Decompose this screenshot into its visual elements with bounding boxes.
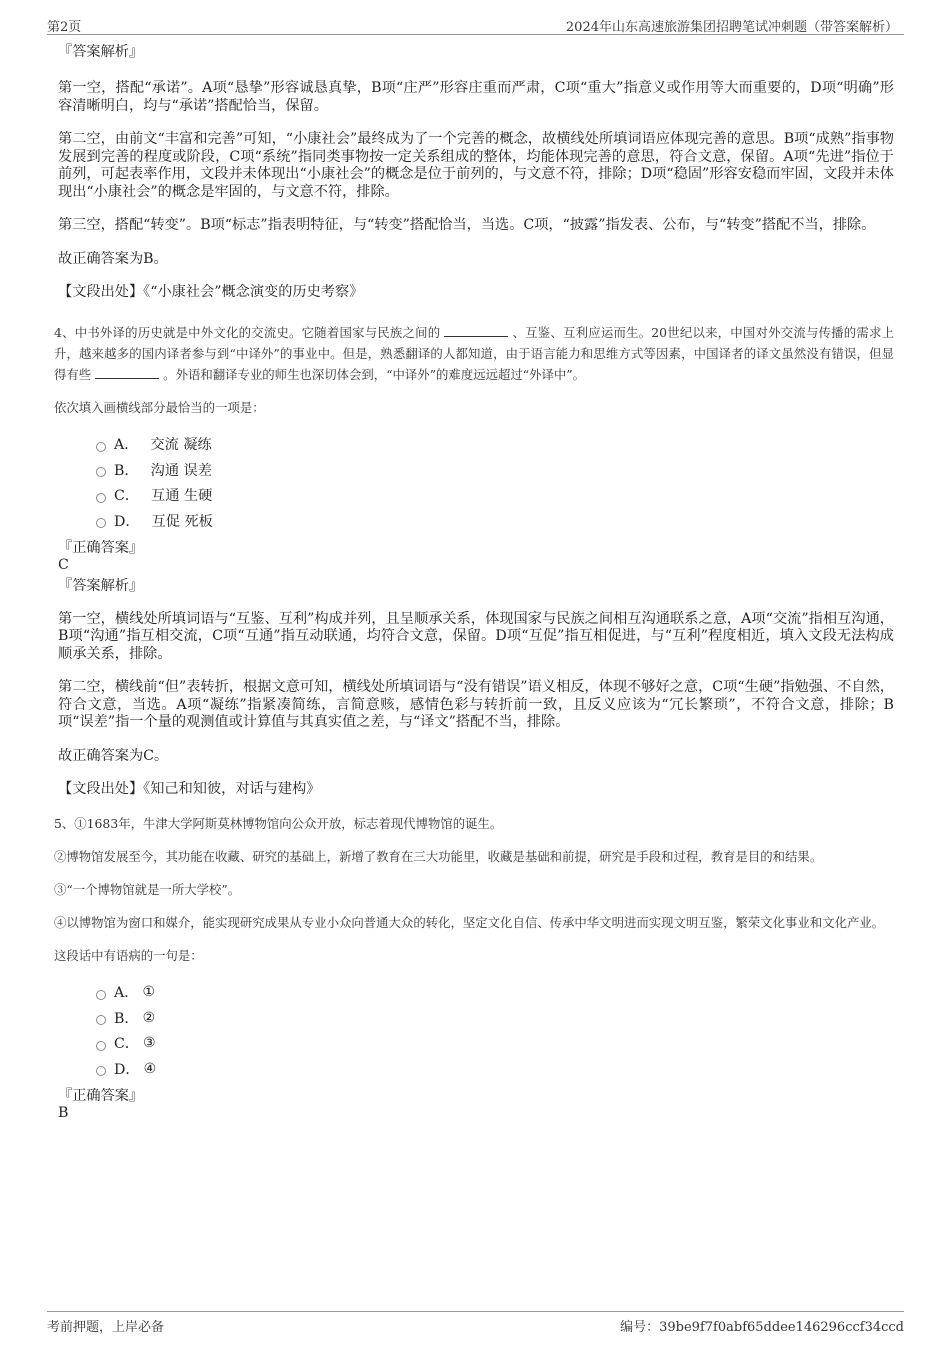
q5-answer-label: 『正确答案』 — [58, 1087, 144, 1104]
q5-option-c[interactable] — [96, 1031, 894, 1057]
page-footer — [47, 1311, 904, 1336]
option-letter: C． — [114, 488, 140, 505]
option-text: ② — [142, 1009, 156, 1026]
q4-analysis-label: 『答案解析』 — [58, 577, 144, 594]
document-title: 2024年山东高速旅游集团招聘笔试冲刺题（带答案解析） — [565, 20, 898, 35]
q4-blank-2 — [95, 366, 159, 379]
q3-analysis-label: 『答案解析』 — [58, 44, 144, 60]
option-letter: B． — [114, 462, 139, 479]
option-text: ③ — [143, 1035, 156, 1052]
q4-option-d[interactable] — [96, 508, 894, 534]
option-text: ④ — [143, 1060, 157, 1077]
document-code: 编号：39be9f7f0abf65ddee146296ccf34ccd — [620, 1320, 904, 1335]
page-content — [54, 44, 894, 1126]
q3-analysis-p3: 第三空，搭配“转变”。B项“标志”指表明特征，与“转变”搭配恰当，当选。C项，“披露”指发表、公布，与“转变”搭配不当，排除。 — [58, 217, 876, 233]
option-letter: C． — [114, 1036, 140, 1053]
q5-sentence-3: ③“一个博物馆就是一所大学校”。 — [54, 881, 241, 897]
q3-conclusion: 故正确答案为B。 — [58, 250, 168, 267]
q5-sentence-1: 5、①1683年，牛津大学阿斯莫林博物馆向公众开放，标志着现代博物馆的诞生。 — [54, 815, 503, 831]
option-text: 互促 死板 — [151, 513, 213, 530]
option-text: ① — [142, 984, 156, 1001]
q4-options — [96, 432, 894, 534]
option-letter: D． — [114, 513, 140, 530]
option-letter: B． — [114, 1010, 139, 1027]
q4-analysis-p1: 第一空，横线处所填词语与“互鉴、互利”构成并列，且呈顺承关系，体现国家与民族之间相互沟通联系之意，A项“交流”指相互沟通，B项“沟通”指互相交流，C项“互通”指互动联通，均符合文意，保留。D项“互促”指互相促进，与“互利”程度相近，填入文段无法构成顺承关系，排除。 — [58, 610, 894, 662]
q4-conclusion: 故正确答案为C。 — [58, 747, 169, 764]
q4-stem — [54, 322, 894, 385]
option-text: 互通 生硬 — [151, 488, 213, 505]
q4-answer-label: 『正确答案』 — [58, 539, 144, 556]
page-number: 第2页 — [47, 20, 82, 35]
q5-sentence-4: ④以博物馆为窗口和媒介，能实现研究成果从专业小众向普通大众的转化，坚定文化自信、传承中华文明进而实现文明互鉴，繁荣文化事业和文化产业。 — [54, 914, 885, 930]
radio-icon[interactable] — [96, 1015, 106, 1025]
q4-option-b[interactable] — [96, 457, 894, 483]
radio-icon[interactable] — [96, 518, 106, 528]
radio-icon[interactable] — [96, 1041, 106, 1051]
q4-source: 【文段出处】《知己和知彼，对话与建构》 — [58, 781, 321, 797]
q4-stem-part2: 、互鉴、互利应运而生。20世纪以来，中国对外交流与传播的需求上升，越来越多的国内译者参与到“中译外”的事业中。但是，熟悉翻译的人都知道，由于语言能力和思维方式等因素，中国译者的译文虽然没有错误，但显得有些 — [54, 324, 894, 382]
option-letter: A． — [114, 437, 139, 454]
q5-option-d[interactable] — [96, 1056, 894, 1082]
q5-options — [96, 980, 894, 1082]
q4-answer: C — [58, 556, 69, 573]
q4-option-c[interactable] — [96, 483, 894, 509]
q4-blank-1 — [444, 324, 508, 337]
radio-icon[interactable] — [96, 990, 106, 1000]
footer-slogan: 考前押题，上岸必备 — [47, 1320, 165, 1335]
radio-icon[interactable] — [96, 442, 106, 452]
radio-icon[interactable] — [96, 493, 106, 503]
q3-analysis-p2: 第二空，由前文“丰富和完善”可知，“小康社会”最终成为了一个完善的概念，故横线处所填词语应体现完善的意思。B项“成熟”指事物发展到完善的程度或阶段，C项“系统”指同类事物按一定关系组成的整体，均能体现完善的意思，符合文意，保留。A项“先进”指位于前列，可起表率作用，文段并未体现出“小康社会”的概念是位于前列的，与文意不符，排除；D项“稳固”形容安稳而牢固，文段并未体现出“小康社会”的概念是牢固的，与文意不符，排除。 — [58, 131, 894, 200]
q5-sentence-2: ②博物馆发展至今，其功能在收藏、研究的基础上，新增了教育在三大功能里，收藏是基础和前提，研究是手段和过程，教育是目的和结果。 — [54, 848, 823, 864]
q4-stem-part1: 4、中书外译的历史就是中外文化的交流史。它随着国家与民族之间的 — [54, 324, 441, 340]
option-text: 沟通 误差 — [150, 462, 212, 479]
q5-prompt: 这段话中有语病的一句是： — [54, 947, 203, 963]
q4-prompt: 依次填入画横线部分最恰当的一项是： — [54, 399, 265, 415]
option-text: 交流 凝练 — [150, 437, 212, 454]
option-letter: D． — [114, 1061, 140, 1078]
q3-source: 【文段出处】《“小康社会”概念演变的历史考察》 — [58, 284, 364, 300]
q3-analysis-p1: 第一空，搭配“承诺”。A项“恳挚”形容诚恳真挚，B项“庄严”形容庄重而严肃，C项“重大”指意义或作用等大而重要的，D项“明确”形容清晰明白，均与“承诺”搭配恰当，保留。 — [58, 80, 894, 114]
radio-icon[interactable] — [96, 467, 106, 477]
q5-option-a[interactable] — [96, 980, 894, 1006]
q5-option-b[interactable] — [96, 1005, 894, 1031]
q4-option-a[interactable] — [96, 432, 894, 458]
page-header — [47, 14, 904, 35]
option-letter: A． — [114, 985, 139, 1002]
q4-analysis-p2: 第二空，横线前“但”表转折，根据文意可知，横线处所填词语与“没有错误”语义相反，体现不够好之意，C项“生硬”指勉强、不自然，符合文意，当选。A项“凝练”指紧凑简练，言简意赅，感情色彩与转折前一致，且反义应该为“冗长繁琐”，不符合文意，排除；B项“误差”指一个量的观测值或计算值与其真实值之差，与“译文”搭配不当，排除。 — [58, 679, 894, 730]
q5-answer: B — [58, 1104, 69, 1121]
q4-stem-part3: 。外语和翻译专业的师生也深切体会到，“中译外”的难度远远超过“外译中”。 — [163, 366, 586, 382]
radio-icon[interactable] — [96, 1066, 106, 1076]
